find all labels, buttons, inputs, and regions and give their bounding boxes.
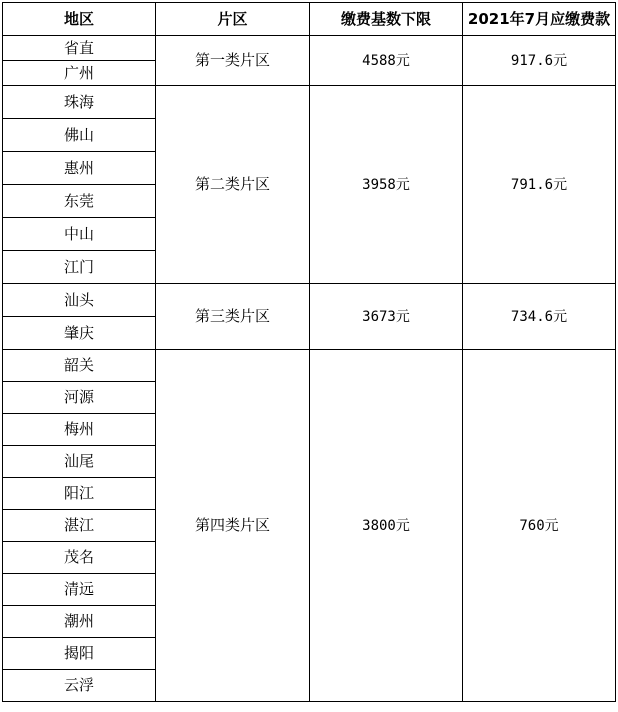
region-cell: 云浮 [3, 670, 156, 702]
region-cell: 湛江 [3, 510, 156, 542]
header-base: 缴费基数下限 [310, 3, 463, 36]
region-cell: 中山 [3, 218, 156, 251]
table-row [3, 284, 616, 317]
zone-cell: 第二类片区 [156, 86, 310, 284]
region-cell: 阳江 [3, 478, 156, 510]
region-cell: 茂名 [3, 542, 156, 574]
header-zone: 片区 [156, 3, 310, 36]
fee-cell: 917.6元 [463, 36, 616, 86]
region-cell: 梅州 [3, 414, 156, 446]
zone-cell: 第三类片区 [156, 284, 310, 350]
region-cell: 广州 [3, 61, 156, 86]
fee-cell: 760元 [463, 350, 616, 702]
base-cell: 3958元 [310, 86, 463, 284]
base-cell: 4588元 [310, 36, 463, 86]
region-cell: 揭阳 [3, 638, 156, 670]
fee-cell: 734.6元 [463, 284, 616, 350]
table-row [3, 36, 616, 61]
region-cell: 韶关 [3, 350, 156, 382]
region-cell: 汕头 [3, 284, 156, 317]
header-region: 地区 [3, 3, 156, 36]
region-cell: 肇庆 [3, 317, 156, 350]
fee-cell: 791.6元 [463, 86, 616, 284]
base-cell: 3800元 [310, 350, 463, 702]
zone-cell: 第一类片区 [156, 36, 310, 86]
fee-table [2, 2, 616, 702]
region-cell: 省直 [3, 36, 156, 61]
region-cell: 汕尾 [3, 446, 156, 478]
region-cell: 佛山 [3, 119, 156, 152]
region-cell: 珠海 [3, 86, 156, 119]
region-cell: 东莞 [3, 185, 156, 218]
zone-cell: 第四类片区 [156, 350, 310, 702]
table-row [3, 86, 616, 119]
region-cell: 惠州 [3, 152, 156, 185]
region-cell: 清远 [3, 574, 156, 606]
region-cell: 河源 [3, 382, 156, 414]
header-fee: 2021年7月应缴费款 [463, 3, 616, 36]
table-row [3, 350, 616, 382]
region-cell: 潮州 [3, 606, 156, 638]
header-row [3, 3, 616, 36]
region-cell: 江门 [3, 251, 156, 284]
base-cell: 3673元 [310, 284, 463, 350]
